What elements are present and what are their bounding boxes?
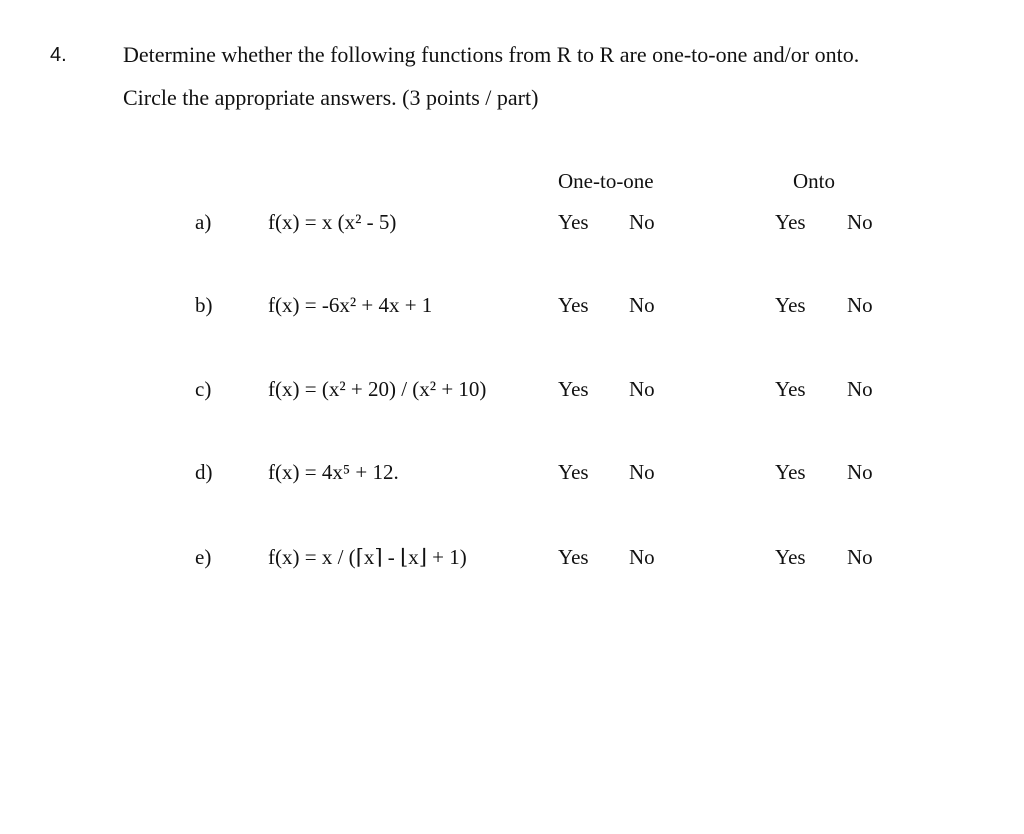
question-instructions: Circle the appropriate answers. (3 points / part) — [123, 85, 539, 110]
part-row-c — [0, 377, 1024, 407]
onto-yes-option[interactable]: Yes — [775, 210, 806, 234]
one-to-one-yes-option[interactable]: Yes — [558, 293, 589, 317]
onto-column-header: Onto — [793, 169, 835, 193]
function-expression: f(x) = -6x² + 4x + 1 — [268, 293, 433, 317]
one-to-one-no-option[interactable]: No — [629, 377, 655, 401]
onto-yes-option[interactable]: Yes — [775, 377, 806, 401]
onto-no-option[interactable]: No — [847, 377, 873, 401]
part-row-e — [0, 545, 1024, 575]
onto-no-option[interactable]: No — [847, 460, 873, 484]
question-prompt: Determine whether the following functions from R to R are one-to-one and/or onto. — [123, 42, 860, 67]
one-to-one-no-option[interactable]: No — [629, 293, 655, 317]
one-to-one-yes-option[interactable]: Yes — [558, 377, 589, 401]
one-to-one-yes-option[interactable]: Yes — [558, 545, 589, 569]
onto-yes-option[interactable]: Yes — [775, 460, 806, 484]
function-expression: f(x) = (x² + 20) / (x² + 10) — [268, 377, 487, 401]
onto-no-option[interactable]: No — [847, 545, 873, 569]
question-number: 4. — [50, 44, 67, 66]
onto-no-option[interactable]: No — [847, 210, 873, 234]
one-to-one-column-header: One-to-one — [558, 169, 654, 193]
one-to-one-no-option[interactable]: No — [629, 210, 655, 234]
part-label: e) — [195, 545, 212, 569]
part-row-d — [0, 460, 1024, 490]
function-expression: f(x) = 4x⁵ + 12. — [268, 460, 399, 484]
part-label: b) — [195, 293, 213, 317]
onto-yes-option[interactable]: Yes — [775, 545, 806, 569]
part-row-b — [0, 293, 1024, 323]
one-to-one-yes-option[interactable]: Yes — [558, 210, 589, 234]
part-label: d) — [195, 460, 213, 484]
one-to-one-yes-option[interactable]: Yes — [558, 460, 589, 484]
one-to-one-no-option[interactable]: No — [629, 545, 655, 569]
function-expression: f(x) = x (x² - 5) — [268, 210, 397, 234]
one-to-one-no-option[interactable]: No — [629, 460, 655, 484]
part-label: c) — [195, 377, 212, 401]
part-row-a — [0, 210, 1024, 240]
onto-no-option[interactable]: No — [847, 293, 873, 317]
part-label: a) — [195, 210, 212, 234]
function-expression: f(x) = x / (⌈x⌉ - ⌊x⌋ + 1) — [268, 545, 467, 569]
onto-yes-option[interactable]: Yes — [775, 293, 806, 317]
